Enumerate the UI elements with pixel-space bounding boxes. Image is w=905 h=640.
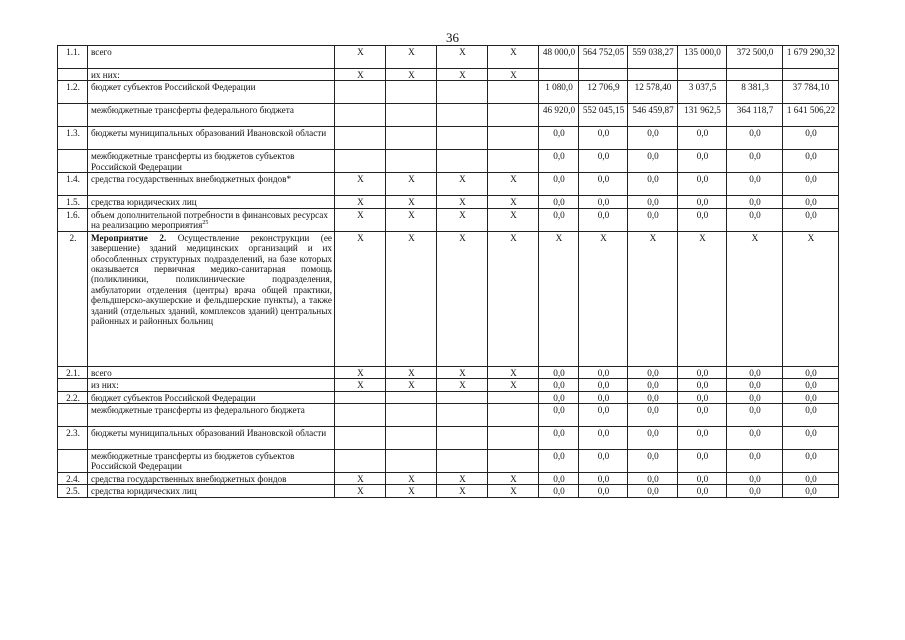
description-cell (88, 127, 335, 150)
description-cell (88, 485, 335, 497)
table-row (58, 46, 839, 69)
value-cell: 0,0 (539, 391, 579, 403)
value-cell: X (727, 231, 783, 366)
description-text: межбюджетные трансферты из бюджетов субъектов Российской Федерации (91, 451, 295, 472)
table-row (58, 173, 839, 196)
value-cell: 0,0 (727, 391, 783, 403)
value-cell: 0,0 (539, 196, 579, 208)
value-cell: 0,0 (678, 127, 727, 150)
value-cell: 0,0 (727, 473, 783, 485)
description-cell (88, 473, 335, 485)
row-number-cell (58, 379, 88, 391)
mark-cell (437, 404, 488, 427)
value-cell: 0,0 (628, 127, 678, 150)
value-cell: 0,0 (579, 404, 628, 427)
value-cell: 12 706,9 (579, 81, 628, 104)
value-cell: 0,0 (783, 127, 839, 150)
value-cell: 0,0 (678, 450, 727, 473)
value-cell: 0,0 (678, 379, 727, 391)
value-cell: X (539, 231, 579, 366)
mark-cell: X (437, 196, 488, 208)
row-number-cell: 2.3. (58, 427, 88, 450)
mark-cell: X (488, 366, 539, 378)
value-cell: X (678, 231, 727, 366)
value-cell: 0,0 (727, 173, 783, 196)
mark-cell: X (437, 485, 488, 497)
row-number-cell: 1.6. (58, 208, 88, 231)
row-number-cell: 2.2. (58, 391, 88, 403)
value-cell: 559 038,27 (628, 46, 678, 69)
value-cell: 0,0 (628, 208, 678, 231)
mark-cell: X (386, 196, 437, 208)
description-text: средства юридических лиц (91, 197, 197, 208)
table-row (58, 69, 839, 81)
value-cell: 372 500,0 (727, 46, 783, 69)
value-cell: 0,0 (727, 404, 783, 427)
value-cell: 0,0 (678, 173, 727, 196)
mark-cell (437, 150, 488, 173)
value-cell: 0,0 (579, 391, 628, 403)
table-row (58, 208, 839, 231)
value-cell: 8 381,3 (727, 81, 783, 104)
value-cell: 0,0 (579, 485, 628, 497)
mark-cell (488, 450, 539, 473)
value-cell: 0,0 (579, 127, 628, 150)
row-number-cell: 2. (58, 231, 88, 366)
mark-cell (437, 104, 488, 127)
mark-cell (386, 427, 437, 450)
description-cell (88, 173, 335, 196)
budget-table (57, 45, 839, 498)
mark-cell: X (335, 485, 386, 497)
measure-title: Мероприятие 2. (91, 232, 167, 243)
value-cell: 0,0 (628, 366, 678, 378)
row-number-cell (58, 404, 88, 427)
table-row (58, 427, 839, 450)
mark-cell: X (437, 208, 488, 231)
value-cell: 0,0 (783, 391, 839, 403)
value-cell: 12 578,40 (628, 81, 678, 104)
value-cell: 0,0 (727, 485, 783, 497)
value-cell: 0,0 (678, 366, 727, 378)
mark-cell: X (437, 231, 488, 366)
page-number: 36 (446, 30, 459, 45)
value-cell: 3 037,5 (678, 81, 727, 104)
row-number-cell (58, 450, 88, 473)
description-text: всего (91, 367, 112, 378)
row-number-cell: 1.3. (58, 127, 88, 150)
mark-cell: X (488, 473, 539, 485)
mark-cell: X (437, 379, 488, 391)
value-cell: 0,0 (678, 473, 727, 485)
value-cell: 0,0 (628, 404, 678, 427)
value-cell: 131 962,5 (678, 104, 727, 127)
value-cell: 0,0 (539, 473, 579, 485)
row-number-cell (58, 150, 88, 173)
value-cell: 0,0 (539, 150, 579, 173)
value-cell: 0,0 (628, 391, 678, 403)
mark-cell: X (335, 196, 386, 208)
table-row (58, 231, 839, 366)
mark-cell (386, 391, 437, 403)
value-cell: 0,0 (783, 427, 839, 450)
mark-cell: X (386, 231, 437, 366)
row-number-cell: 1.4. (58, 173, 88, 196)
table-row (58, 404, 839, 427)
mark-cell: X (335, 208, 386, 231)
value-cell: 0,0 (678, 196, 727, 208)
mark-cell: X (488, 208, 539, 231)
mark-cell (488, 404, 539, 427)
table-row (58, 473, 839, 485)
mark-cell (335, 150, 386, 173)
description-text: бюджет субъектов Российской Федерации (91, 82, 256, 93)
description-cell (88, 391, 335, 403)
table-row (58, 391, 839, 403)
value-cell (678, 69, 727, 81)
footnote-mark: 25 (202, 220, 209, 227)
mark-cell: X (335, 46, 386, 69)
description-cell (88, 150, 335, 173)
value-cell: 546 459,87 (628, 104, 678, 127)
value-cell: 135 000,0 (678, 46, 727, 69)
value-cell: 0,0 (727, 196, 783, 208)
value-cell: 0,0 (579, 150, 628, 173)
value-cell: 1 641 506,22 (783, 104, 839, 127)
row-number-cell: 2.4. (58, 473, 88, 485)
mark-cell (437, 450, 488, 473)
value-cell: 48 000,0 (539, 46, 579, 69)
description-text: межбюджетные трансферты федерального бюджета (91, 105, 294, 116)
value-cell: 0,0 (783, 366, 839, 378)
value-cell: 0,0 (727, 208, 783, 231)
mark-cell (335, 427, 386, 450)
mark-cell (386, 150, 437, 173)
description-text: межбюджетные трансферты из федерального бюджета (91, 405, 305, 416)
description-text: бюджеты муниципальных образований Ивановской области (91, 128, 327, 139)
mark-cell: X (386, 379, 437, 391)
mark-cell: X (386, 173, 437, 196)
value-cell: 46 920,0 (539, 104, 579, 127)
value-cell (727, 69, 783, 81)
mark-cell: X (335, 173, 386, 196)
value-cell: 0,0 (678, 391, 727, 403)
mark-cell: X (437, 366, 488, 378)
table-row (58, 366, 839, 378)
mark-cell (488, 427, 539, 450)
value-cell: 0,0 (539, 379, 579, 391)
mark-cell (335, 391, 386, 403)
description-text: межбюджетные трансферты из бюджетов субъектов Российской Федерации (91, 151, 295, 172)
value-cell: 0,0 (783, 404, 839, 427)
value-cell: 0,0 (678, 404, 727, 427)
description-cell (88, 404, 335, 427)
description-cell (88, 208, 335, 231)
mark-cell (488, 127, 539, 150)
value-cell: 364 118,7 (727, 104, 783, 127)
mark-cell: X (488, 46, 539, 69)
row-number-cell: 2.5. (58, 485, 88, 497)
value-cell: 0,0 (579, 473, 628, 485)
value-cell: 0,0 (783, 173, 839, 196)
value-cell: 0,0 (727, 450, 783, 473)
value-cell: 0,0 (727, 427, 783, 450)
value-cell: 0,0 (539, 127, 579, 150)
value-cell: 0,0 (628, 196, 678, 208)
row-number-cell: 1.2. (58, 81, 88, 104)
mark-cell: X (335, 231, 386, 366)
mark-cell: X (335, 379, 386, 391)
mark-cell: X (437, 46, 488, 69)
value-cell (539, 69, 579, 81)
row-number-cell: 1.1. (58, 46, 88, 69)
value-cell: 1 080,0 (539, 81, 579, 104)
mark-cell: X (488, 69, 539, 81)
value-cell: 0,0 (727, 366, 783, 378)
description-cell (88, 81, 335, 104)
description-cell (88, 427, 335, 450)
mark-cell: X (335, 366, 386, 378)
mark-cell: X (386, 46, 437, 69)
description-text: бюджеты муниципальных образований Ивановской области (91, 428, 327, 439)
description-cell (88, 46, 335, 69)
value-cell (628, 69, 678, 81)
value-cell: 0,0 (628, 427, 678, 450)
description-cell (88, 379, 335, 391)
value-cell: 0,0 (579, 379, 628, 391)
value-cell: 0,0 (539, 208, 579, 231)
mark-cell (488, 150, 539, 173)
value-cell: 0,0 (727, 150, 783, 173)
value-cell: 0,0 (727, 379, 783, 391)
value-cell: 0,0 (539, 173, 579, 196)
mark-cell (386, 104, 437, 127)
mark-cell: X (386, 366, 437, 378)
description-text: из них: (91, 380, 119, 391)
value-cell: 0,0 (783, 150, 839, 173)
value-cell (579, 69, 628, 81)
mark-cell (386, 127, 437, 150)
value-cell: 0,0 (678, 485, 727, 497)
mark-cell: X (335, 69, 386, 81)
mark-cell (488, 81, 539, 104)
value-cell: 0,0 (628, 150, 678, 173)
mark-cell (335, 404, 386, 427)
table-row (58, 104, 839, 127)
value-cell: 0,0 (783, 450, 839, 473)
row-number-cell (58, 69, 88, 81)
row-number-cell (58, 104, 88, 127)
value-cell (783, 69, 839, 81)
description-text: средства государственных внебюджетных фондов (91, 474, 287, 485)
table-row (58, 127, 839, 150)
table-row (58, 450, 839, 473)
value-cell: 0,0 (539, 450, 579, 473)
value-cell: 564 752,05 (579, 46, 628, 69)
value-cell: X (579, 231, 628, 366)
mark-cell (386, 404, 437, 427)
mark-cell: X (488, 196, 539, 208)
mark-cell (437, 127, 488, 150)
description-cell (88, 104, 335, 127)
value-cell: 37 784,10 (783, 81, 839, 104)
table-row (58, 485, 839, 497)
mark-cell: X (437, 173, 488, 196)
description-text: их них: (91, 70, 120, 80)
mark-cell: X (335, 473, 386, 485)
value-cell: 552 045,15 (579, 104, 628, 127)
value-cell: 0,0 (579, 450, 628, 473)
mark-cell: X (488, 485, 539, 497)
mark-cell (335, 450, 386, 473)
mark-cell (386, 81, 437, 104)
mark-cell (386, 450, 437, 473)
value-cell: 1 679 290,32 (783, 46, 839, 69)
value-cell: 0,0 (539, 366, 579, 378)
value-cell: 0,0 (539, 404, 579, 427)
mark-cell (335, 104, 386, 127)
mark-cell (437, 81, 488, 104)
value-cell: 0,0 (539, 427, 579, 450)
mark-cell: X (386, 473, 437, 485)
row-number-cell: 1.5. (58, 196, 88, 208)
value-cell: 0,0 (783, 208, 839, 231)
description-text: всего (91, 47, 112, 57)
mark-cell: X (488, 379, 539, 391)
description-text: объем дополнительной потребности в финансовых ресурсах на реализацию мероприятия (91, 209, 328, 231)
table-row (58, 150, 839, 173)
value-cell: 0,0 (678, 427, 727, 450)
table-row (58, 379, 839, 391)
value-cell: 0,0 (783, 473, 839, 485)
mark-cell: X (386, 69, 437, 81)
value-cell: 0,0 (579, 196, 628, 208)
mark-cell: X (437, 473, 488, 485)
value-cell: 0,0 (783, 196, 839, 208)
value-cell: 0,0 (579, 366, 628, 378)
description-text: Осуществление реконструкции (ее завершение) зданий медицинских организаций и их обособленных структурных подразделений, на базе которых оказывается первичная медико-санитарная помощь (поликлиники, поликлинические подразделения, амбулатории отделения (центры) врача общей практики, фельдшерско-акушерские и фельдшерские пункты), а также зданий (отдельных зданий, комплексов зданий) центральных районных и районных больниц (91, 232, 332, 327)
mark-cell (488, 391, 539, 403)
value-cell: 0,0 (628, 450, 678, 473)
mark-cell: X (437, 69, 488, 81)
description-text: средства юридических лиц (91, 486, 197, 497)
mark-cell (488, 104, 539, 127)
value-cell: 0,0 (783, 485, 839, 497)
value-cell: 0,0 (579, 173, 628, 196)
mark-cell (335, 81, 386, 104)
value-cell: 0,0 (727, 127, 783, 150)
mark-cell (437, 427, 488, 450)
row-number-cell: 2.1. (58, 366, 88, 378)
value-cell: 0,0 (628, 379, 678, 391)
mark-cell: X (488, 173, 539, 196)
value-cell: 0,0 (628, 173, 678, 196)
table-row (58, 196, 839, 208)
mark-cell: X (386, 208, 437, 231)
value-cell: X (783, 231, 839, 366)
table-row (58, 81, 839, 104)
mark-cell (437, 391, 488, 403)
value-cell: X (628, 231, 678, 366)
description-cell (88, 196, 335, 208)
description-cell (88, 366, 335, 378)
mark-cell: X (488, 231, 539, 366)
value-cell: 0,0 (678, 208, 727, 231)
mark-cell: X (386, 485, 437, 497)
description-cell (88, 231, 335, 366)
description-cell (88, 69, 335, 81)
value-cell: 0,0 (628, 473, 678, 485)
value-cell: 0,0 (579, 427, 628, 450)
value-cell: 0,0 (579, 208, 628, 231)
description-text: бюджет субъектов Российской Федерации (91, 392, 256, 403)
value-cell: 0,0 (783, 379, 839, 391)
value-cell: 0,0 (628, 485, 678, 497)
value-cell: 0,0 (678, 150, 727, 173)
value-cell: 0,0 (539, 485, 579, 497)
description-text: средства государственных внебюджетных фондов* (91, 174, 292, 185)
mark-cell (335, 127, 386, 150)
description-cell (88, 450, 335, 473)
